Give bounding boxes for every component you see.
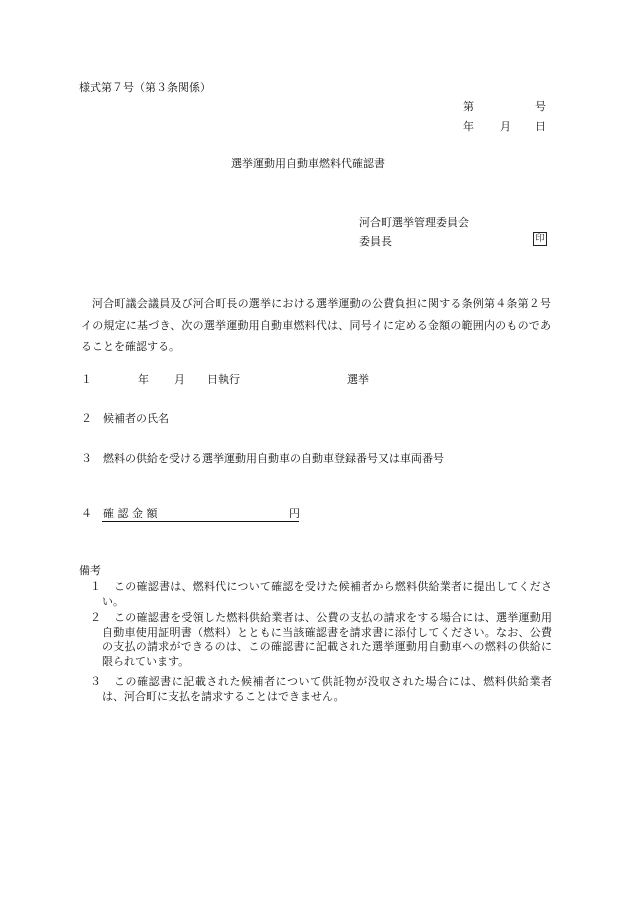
seal-mark: 印: [533, 232, 547, 246]
issuer-chair: 委員長: [359, 235, 392, 248]
form-label: 様式第７号（第３条関係）: [79, 81, 211, 94]
intro-paragraph: 河合町議会議員及び河合町長の選挙における選挙運動の公費負担に関する条例第４条第２号イの規定に基づき、次の選挙運動用自動車燃料代は、同号イに定める金額の範囲内のものであることを確認する。: [81, 297, 551, 353]
note-3-text: この確認書に記載された候補者について供託物が没収された場合には、燃料供給業者は、河合町に支払を請求することはできません。: [102, 675, 552, 703]
amount-underline: [102, 521, 299, 522]
item2-candidate-name-label: 候補者の氏名: [103, 412, 169, 425]
issuer-committee: 河合町選挙管理委員会: [359, 216, 469, 229]
item4-amount-label: 確 認 金 額: [103, 507, 158, 520]
item1-election: 選挙: [347, 373, 369, 386]
document-title: 選挙運動用自動車燃料代確認書: [231, 157, 385, 170]
item1-year: 年: [138, 373, 149, 386]
note-1-text: この確認書は、燃料代について確認を受けた候補者から燃料供給業者に提出してください。: [102, 580, 552, 608]
note-1-number: １: [90, 580, 101, 593]
item1-number: １: [81, 373, 92, 386]
note-2-text: この確認書を受領した燃料供給業者は、公費の支払の請求をする場合には、選挙運動用自動車使用証明書（燃料）とともに当該確認書を請求書に添付してください。なお、公費の支払の請求ができるのは、この確認書に記載された選挙運動用自動車への燃料の供給に限られています。: [102, 611, 552, 668]
item1-month: 月: [174, 373, 185, 386]
date-month: 月: [500, 120, 511, 133]
date-year: 年: [463, 120, 474, 133]
doc-number-dai: 第: [463, 100, 474, 113]
note-2-number: ２: [90, 611, 101, 624]
note-3-number: ３: [90, 675, 101, 688]
notes-heading: 備考: [79, 564, 101, 577]
doc-number-go: 号: [535, 100, 546, 113]
date-day: 日: [535, 120, 546, 133]
item1-execution-day: 日執行: [207, 373, 240, 386]
item4-number: ４: [81, 507, 92, 520]
item3-number: ３: [81, 452, 92, 465]
item4-amount-unit: 円: [289, 507, 300, 520]
item2-number: ２: [81, 412, 92, 425]
item3-vehicle-number-label: 燃料の供給を受ける選挙運動用自動車の自動車登録番号又は車両番号: [103, 452, 444, 465]
